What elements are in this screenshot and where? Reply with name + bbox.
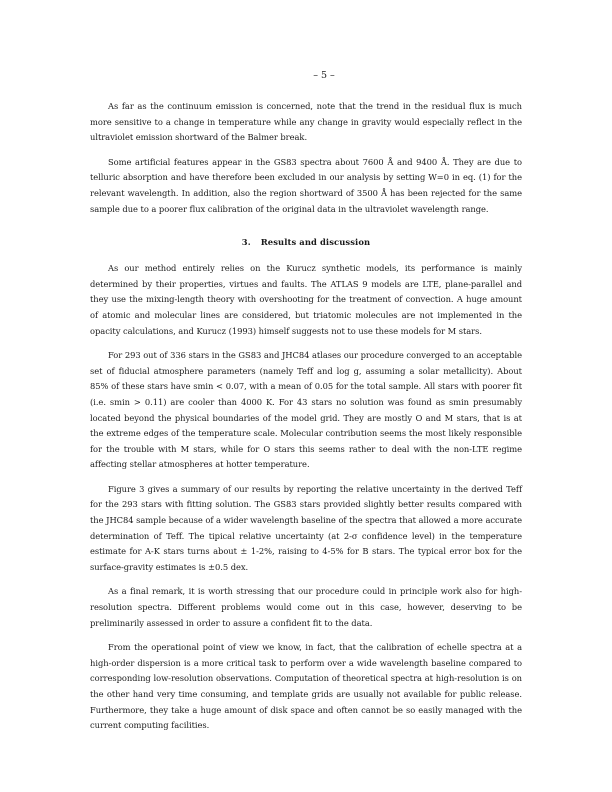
section-title: Results and discussion: [260, 237, 371, 248]
paragraph-artificial-features: Some artificial features appear in the GS83 spectra about 7600 Å and 9400 Å. They are due to telluric absorption and have therefore been excluded in our analysis by setting W=0 in eq. (1) for the relevant wavelength. In addition, also the region shortward of 3500 Å has been rejected for the same sample due to a poorer flux calibration of the original data in the ultraviolet wavelength range.: [90, 156, 522, 214]
section-heading: [90, 237, 522, 247]
page: [90, 70, 522, 743]
paragraph-operational: From the operational point of view we know, in fact, that the calibration of echelle spectra at a high-order dispersion is a more critical task to perform over a wide wavelength baseline compared to corresponding low-resolution observations. Computation of theoretical spectra at high-resolution is on the other hand very time consuming, and template grids are usually not available for public release. Furthermore, they take a huge amount of disk space and often cannot be so easily managed with the current computing facilities.: [90, 642, 522, 731]
paragraph-continuum: As far as the continuum emission is concerned, note that the trend in the residual flux is much more sensitive to a change in temperature while any change in gravity would especially reflect in the ultraviolet emission shortward of the Balmer break.: [90, 101, 522, 143]
page-number: – 5 –: [313, 70, 335, 81]
paragraph-final-remark: As a final remark, it is worth stressing that our procedure could in principle work also for high-resolution spectra. Different problems would come out in this case, however, deserving to be preliminarily assessed in order to assure a confident fit to the data.: [90, 586, 522, 628]
paragraph-figure-summary: Figure 3 gives a summary of our results by reporting the relative uncertainty in the derived Teff for the 293 stars with fitting solution. The GS83 stars provided slightly better results compared with the JHC84 sample because of a wider wavelength baseline of the spectra that allowed a more accurate determination of Teff. The tipical relative uncertainty (at 2-σ confidence level) in the temperature estimate for A-K stars turns about ± 1-2%, raising to 4-5% for B stars. The typical error box for the surface-gravity estimates is ±0.5 dex.: [90, 483, 522, 572]
paragraph-kurucz-models: As our method entirely relies on the Kurucz synthetic models, its performance is mainly determined by their properties, virtues and faults. The ATLAS 9 models are LTE, plane-parallel and they use the mixing-length theory with overshooting for the treatment of convection. A huge amount of atomic and molecular lines are considered, but triatomic molecules are not implemented in the opacity calculations, and Kurucz (1993) himself suggests not to use these models for M stars.: [90, 263, 522, 336]
paragraph-results: For 293 out of 336 stars in the GS83 and JHC84 atlases our procedure converged to an acceptable set of fiducial atmosphere parameters (namely Teff and log g, assuming a solar metallicity). About 85% of these stars have smin < 0.07, with a mean of 0.05 for the total sample. All stars with poorer fit (i.e. smin > 0.11) are cooler than 4000 K. For 43 stars no solution was found as smin presumably located beyond the physical boundaries of the model grid. They are mostly O and M stars, that is at the extreme edges of the temperature scale. Molecular contribution seems the most likely responsible for the trouble with M stars, while for O stars this seems rather to deal with the non-LTE regime affecting stellar atmospheres at hotter temperature.: [90, 350, 522, 470]
section-number: 3.: [241, 237, 251, 248]
